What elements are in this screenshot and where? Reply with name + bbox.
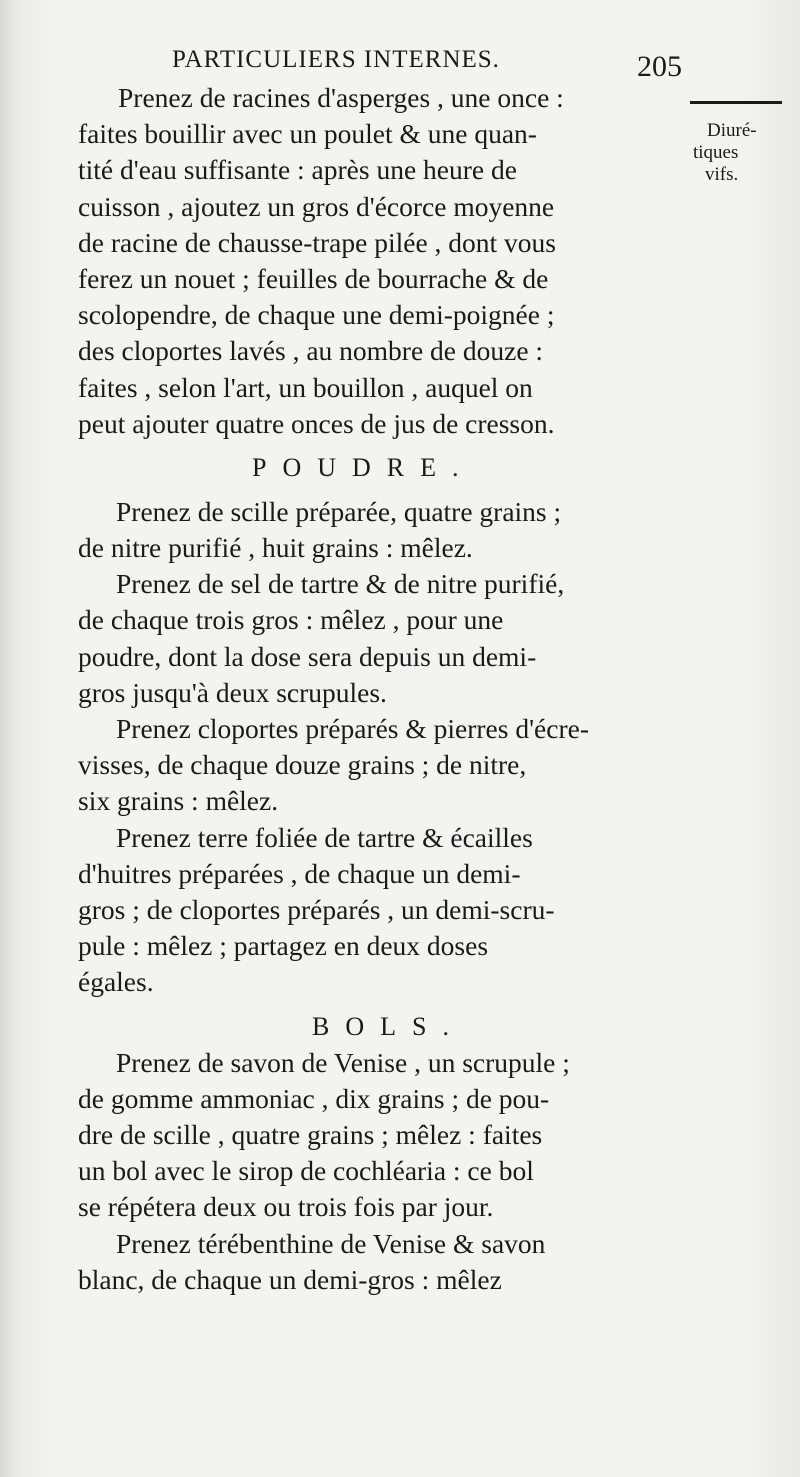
text-line: poudre, dont la dose sera depuis un demi- — [78, 640, 537, 672]
text-line: visses, de chaque douze grains ; de nitre, — [78, 749, 527, 781]
text-line: de racine de chausse-trape pilée , dont vous — [78, 226, 557, 258]
text-line: faites bouillir avec un poulet & une quan- — [78, 118, 537, 150]
text-line: se répétera deux ou trois fois par jour. — [78, 1191, 494, 1223]
margin-note-line: Diuré- — [707, 120, 757, 141]
text-line: faites , selon l'art, un bouillon , auquel on — [78, 371, 533, 403]
text-line: Prenez cloportes préparés & pierres d'écre- — [116, 713, 589, 744]
text-line: de nitre purifié , huit grains : mêlez. — [78, 532, 473, 564]
text-line: peut ajouter quatre onces de jus de cresson. — [78, 407, 555, 439]
text-line: pule : mêlez ; partagez en deux doses — [78, 930, 489, 962]
text-line: de gomme ammoniac , dix grains ; de pou- — [78, 1082, 550, 1114]
text-line: Prenez térébenthine de Venise & savon — [116, 1227, 546, 1259]
text-line: blanc, de chaque un demi-gros : mêlez — [78, 1263, 502, 1295]
margin-rule — [690, 101, 782, 104]
page-header — [172, 46, 682, 84]
text-line: des cloportes lavés , au nombre de douze : — [78, 335, 544, 367]
text-line: gros jusqu'à deux scrupules. — [78, 676, 387, 708]
text-line: un bol avec le sirop de cochléaria : ce bol — [78, 1155, 534, 1187]
text-line: six grains : mêlez. — [78, 785, 279, 817]
text-line: Prenez terre foliée de tartre & écailles — [116, 821, 533, 853]
text-line: d'huitres préparées , de chaque un demi- — [78, 857, 521, 889]
text-line: scolopendre, de chaque une demi-poignée ; — [78, 299, 555, 331]
text-line: Prenez de sel de tartre & de nitre purifié, — [116, 568, 565, 600]
section-heading-poudre: POUDRE. — [252, 452, 475, 482]
margin-note — [693, 120, 793, 186]
text-line: Prenez de savon de Venise , un scrupule ; — [116, 1046, 570, 1078]
text-line: cuisson , ajoutez un gros d'écorce moyenne — [78, 190, 555, 222]
margin-note-line: vifs. — [705, 164, 739, 185]
section-heading-bols: BOLS. — [312, 1011, 465, 1041]
page-number: 205 — [637, 50, 682, 83]
text-line: ferez un nouet ; feuilles de bourrache & de — [78, 262, 549, 294]
text-line: tité d'eau suffisante : après une heure de — [78, 154, 517, 186]
running-title: PARTICULIERS INTERNES. — [172, 46, 500, 73]
text-line: égales. — [78, 966, 154, 998]
page-body — [78, 80, 688, 1298]
text-line: Prenez de scille préparée, quatre grains ; — [116, 495, 562, 527]
margin-note-line: tiques — [693, 142, 739, 163]
text-line: gros ; de cloportes préparés , un demi-scru- — [78, 893, 555, 925]
text-line: dre de scille , quatre grains ; mêlez : faites — [78, 1119, 543, 1151]
text-line: Prenez de racines d'asperges , une once : — [118, 82, 564, 113]
text-line: de chaque trois gros : mêlez , pour une — [78, 604, 504, 636]
